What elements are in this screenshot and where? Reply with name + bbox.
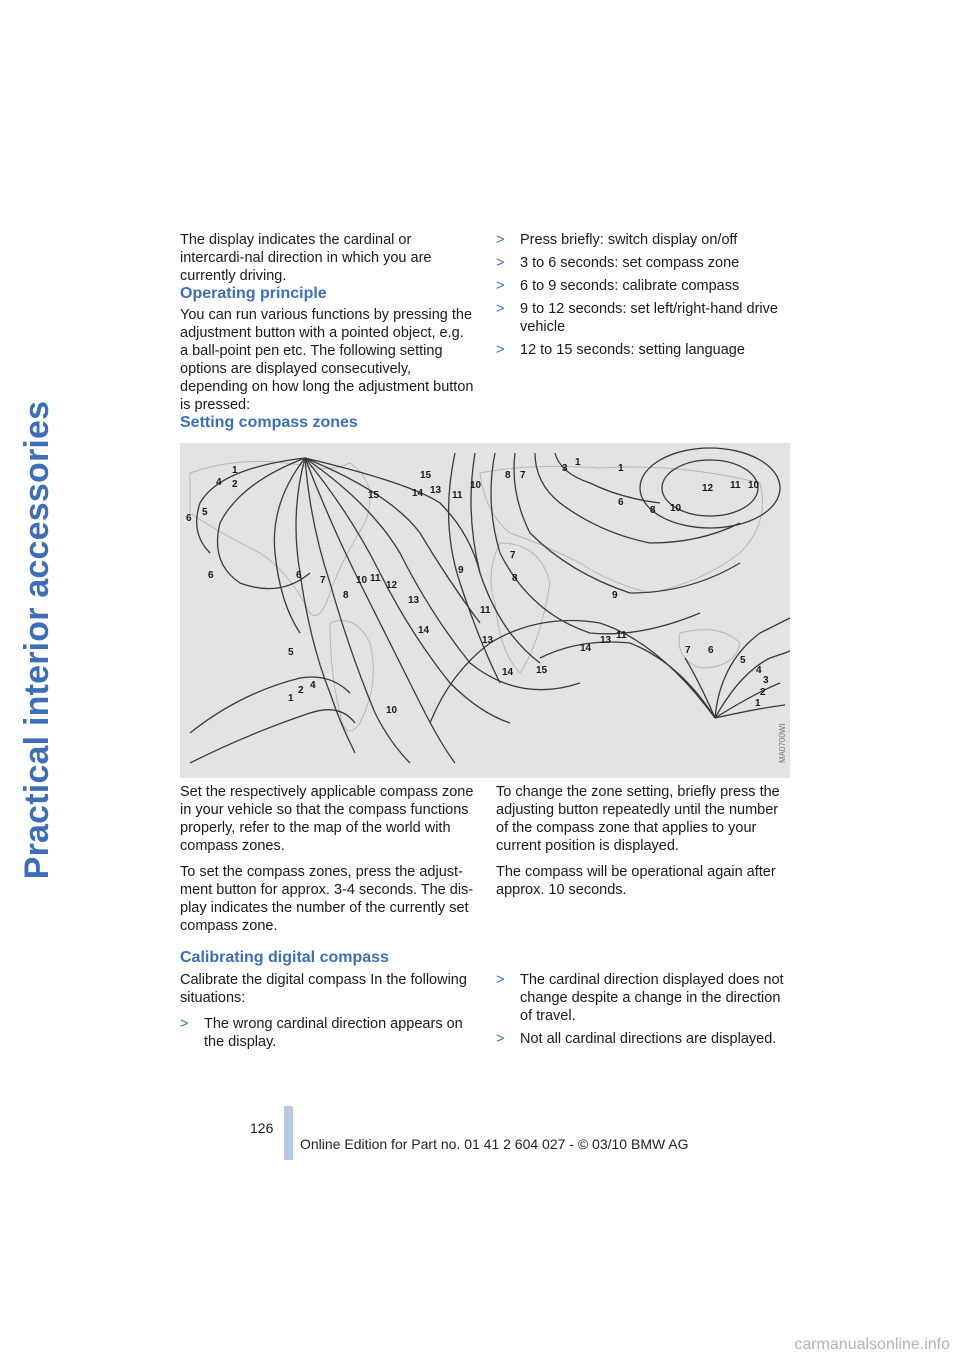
footer-edition: Online Edition for Part no. 01 41 2 604 027 - © 03/10 BMW AG <box>300 1136 689 1152</box>
zone-label: 2 <box>298 685 304 696</box>
watermark: carmanualsonline.info <box>794 1336 950 1353</box>
footer-bar <box>284 1106 293 1160</box>
zone-label: 12 <box>386 580 398 591</box>
zone-label: 6 <box>708 645 714 656</box>
zone-label: 1 <box>288 693 294 704</box>
list-item: > Press briefly: switch display on/off <box>496 231 791 249</box>
zone-label: 13 <box>430 485 442 496</box>
zone-label: 12 <box>702 483 714 494</box>
calibrating-left-column <box>180 971 475 1056</box>
zone-label: 11 <box>370 573 381 584</box>
zone-label: 3 <box>763 675 769 686</box>
zone-label: 15 <box>536 665 548 676</box>
zone-label: 15 <box>420 470 432 481</box>
zone-label: 5 <box>740 655 746 666</box>
operating-text: You can run various functions by pressing the adjustment button with a pointed object, e.g. a ball-point pen etc. The following setting options are displayed consecutively, depending on how long the adjustment button is pressed: <box>180 307 474 413</box>
list-item: > 12 to 15 seconds: setting language <box>496 341 791 359</box>
zone-label: 1 <box>618 463 624 474</box>
operating-column <box>180 306 475 422</box>
calibrating-intro: Calibrate the digital compass In the following situations: <box>180 972 467 1006</box>
list-item: > 3 to 6 seconds: set compass zone <box>496 254 791 272</box>
zone-label: 1 <box>232 465 238 476</box>
options-column <box>496 231 791 364</box>
zone-label: 4 <box>310 680 316 691</box>
zone-label: 5 <box>288 647 294 658</box>
zone-label: 14 <box>502 667 514 678</box>
compass-zone-map <box>180 443 790 778</box>
zones-left-column <box>180 783 475 943</box>
zone-label: 8 <box>512 573 518 584</box>
options-list <box>496 231 791 359</box>
zones-paragraph: Set the respectively applicable compass zone in your vehicle so that the compass functions properly, refer to the map of the world with compass zones. <box>180 784 474 854</box>
calibrating-heading: Calibrating digital compass <box>180 949 389 966</box>
zone-label: 14 <box>580 643 592 654</box>
zones-right-column <box>496 783 791 907</box>
zone-label: 13 <box>482 635 494 646</box>
calibrating-list-left <box>180 1015 475 1051</box>
world-map-svg <box>180 443 790 778</box>
zone-label: 5 <box>202 507 208 518</box>
calibrating-list-right <box>496 971 791 1048</box>
intro-text: The display indicates the cardinal or intercardi-nal direction in which you are currently driving. <box>180 232 432 284</box>
zones-paragraph: The compass will be operational again after approx. 10 seconds. <box>496 864 776 898</box>
zone-label: 6 <box>208 570 214 581</box>
zone-label: 10 <box>670 503 682 514</box>
zone-label: 6 <box>296 570 302 581</box>
zone-label: 10 <box>470 480 482 491</box>
zone-label: 6 <box>186 513 192 524</box>
zone-label: 13 <box>408 595 420 606</box>
zone-label: 7 <box>510 550 516 561</box>
zones-paragraph: To set the compass zones, press the adjust-ment button for approx. 3-4 seconds. The dis-play indicates the number of the currently set compass zone. <box>180 864 474 934</box>
zone-label: 13 <box>600 635 612 646</box>
intro-column <box>180 231 475 293</box>
zone-label: 2 <box>232 479 238 490</box>
zone-label: 8 <box>505 470 511 481</box>
zones-paragraph: To change the zone setting, briefly press the adjusting button repeatedly until the number of the compass zone that applies to your current position is displayed. <box>496 784 780 854</box>
zone-label: 1 <box>755 698 761 709</box>
list-item: > 6 to 9 seconds: calibrate compass <box>496 277 791 295</box>
zone-label: 14 <box>418 625 430 636</box>
zone-label: 7 <box>320 575 326 586</box>
operating-heading: Operating principle <box>180 285 327 302</box>
calibrating-right-column <box>496 971 791 1053</box>
zone-label: 7 <box>685 645 691 656</box>
zone-label: 10 <box>386 705 398 716</box>
list-item: > The cardinal direction displayed does not change despite a change in the direction of travel. <box>496 971 791 1025</box>
zone-label: 11 <box>616 630 627 641</box>
page-number: 126 <box>250 1120 274 1136</box>
zones-heading: Setting compass zones <box>180 414 358 431</box>
zone-label: 15 <box>368 490 380 501</box>
list-item: > The wrong cardinal direction appears on the display. <box>180 1015 475 1051</box>
list-item: > Not all cardinal directions are displayed. <box>496 1030 791 1048</box>
zone-label: 3 <box>562 463 568 474</box>
chapter-title-text: Practical interior accessories <box>18 400 56 880</box>
zone-label: 1 <box>575 457 581 468</box>
zone-label: 9 <box>458 565 464 576</box>
zone-label: 6 <box>618 497 624 508</box>
zone-label: 4 <box>756 665 762 676</box>
zone-label: 9 <box>612 590 618 601</box>
zone-label: 8 <box>343 590 349 601</box>
list-item: > 9 to 12 seconds: set left/right-hand drive vehicle <box>496 300 791 336</box>
zone-label: 2 <box>760 687 766 698</box>
zone-label: 4 <box>216 477 222 488</box>
zone-label: 14 <box>412 488 424 499</box>
zone-label: 11 <box>480 605 491 616</box>
zone-label: 11 <box>730 480 741 491</box>
zone-label: 8 <box>650 505 656 516</box>
zone-label: 10 <box>356 575 368 586</box>
zone-label: 7 <box>520 470 526 481</box>
side-chapter-title <box>8 215 54 1065</box>
zone-label: 11 <box>452 490 463 501</box>
zone-label: 10 <box>748 480 760 491</box>
map-image-code: MA0700WI <box>778 723 787 763</box>
